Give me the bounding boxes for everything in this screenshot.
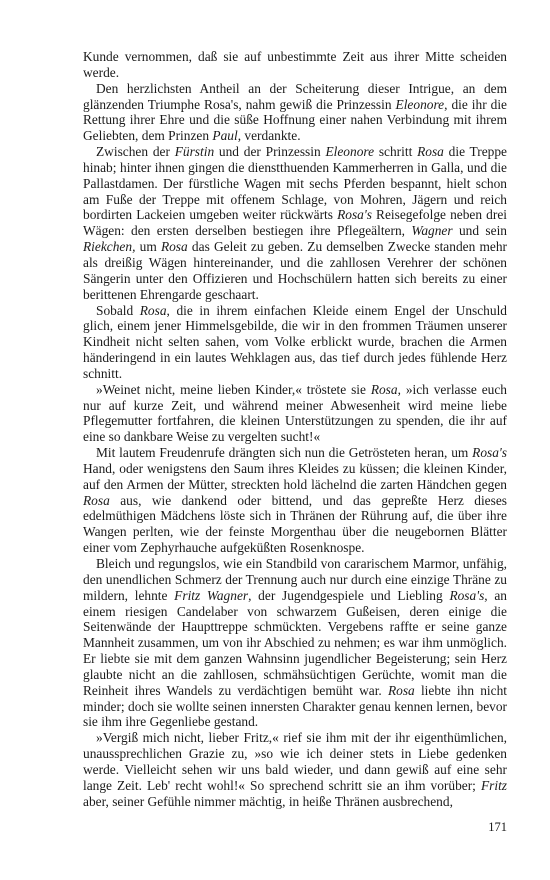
paragraph bbox=[83, 445, 507, 556]
text-run: aus, wie dankend oder bittend, und das gepreßte Herz dieses edelmüthigen Mädchens löste sich in Thränen der Rührung auf, die über ihre Wangen perlten, wie der feinste Morgenthau über die neugebornen Blätter einer vom Zephyrhauche aufgeküßten Rosenknospe. bbox=[83, 492, 507, 556]
body-text bbox=[83, 49, 507, 810]
paragraph bbox=[83, 382, 507, 445]
italic-name: Eleonore bbox=[395, 96, 445, 112]
italic-name: Paul bbox=[212, 128, 238, 144]
paragraph bbox=[83, 49, 507, 81]
text-run: Bleich und regungslos, wie ein Standbild von cararischem Marmor, unfähig, den unendlichen Schmerz der Trennung auch nur durch eine einzige Thräne zu mildern, lehnte bbox=[83, 556, 507, 603]
text-run: das Geleit zu geben. Zu demselben Zwecke standen mehr als dreißig Wägen hintereinander, und die zahllosen Verehrer der schönen Sängerin unter den Offizieren und Hochschülern hatten sich bereits zu einer berittenen Ehrengarde geschaart. bbox=[83, 239, 507, 302]
text-run: Zwischen der bbox=[96, 144, 175, 160]
paragraph bbox=[83, 81, 507, 144]
text-run: Hand, oder wenigstens den Saum ihres Kleides zu küssen; die kleinen Kinder, auf den Armen der Mütter, streckten hold lächelnd die zarten Händchen gegen bbox=[83, 460, 507, 492]
italic-name: Rosa bbox=[417, 144, 444, 160]
italic-name: Rosa's bbox=[472, 445, 507, 461]
paragraph bbox=[83, 303, 507, 382]
italic-name: Rosa bbox=[160, 239, 188, 255]
text-run: die Treppe hinab; hinter ihnen gingen die dienstthuenden Kammerherren in Galla, und die Pallastdamen. Der fürstliche Wagen mit sechs Pferden bespannt, hielt schon am Fuße der Treppe mit offenem Schlage, von Mohren, Jägern und reich bordirten Lackeien umgeben weiter rückwärts bbox=[83, 144, 507, 223]
paragraph bbox=[83, 144, 507, 302]
text-run: »Weinet nicht, meine lieben Kinder,« tröstete sie bbox=[96, 381, 371, 397]
text-run: , der Jugendgespiele und Liebling bbox=[248, 587, 450, 603]
italic-name: Rosa bbox=[83, 492, 110, 508]
italic-name: Rosa bbox=[139, 302, 167, 318]
italic-name: Rosa bbox=[370, 381, 398, 397]
text-run: aber, seiner Gefühle nimmer mächtig, in heiße Thränen ausbrechend, bbox=[83, 793, 453, 809]
italic-name: Eleonore bbox=[325, 144, 375, 160]
text-run: Reisegefolge neben drei Wägen: den ersten derselben bestiegen ihre Pflegeältern, bbox=[83, 207, 507, 239]
italic-name: Rosa bbox=[387, 682, 415, 698]
text-run: und sein bbox=[452, 223, 507, 239]
paragraph bbox=[83, 730, 507, 809]
text-run: »Vergiß mich nicht, lieber Fritz,« rief sie ihm mit der ihr eigenthümlichen, unaussprechlichen Grazie zu, »so wie ich deiner stets in Liebe gedenken werde. Vielleicht sehen wir uns bald wieder, und dann gewiß auf eine sehr lange Zeit. Leb' recht wohl!« So sprechend schritt sie an ihm vorüber; bbox=[83, 730, 507, 793]
text-run: Sobald bbox=[96, 302, 140, 318]
text-run: , an einem riesigen Candelaber von schwarzem Gußeisen, deren einige die Seitenwände der Haupttreppe schmückten. Vergebens raffte er seine ganze Mannheit zusammen, um von ihr Abschied zu nehmen; es war ihm unmöglich. Er liebte sie mit dem ganzen Wahnsinn jugendlicher Begeisterung; sein Herz glaubte nicht an die zahllosen, schmähsüchtigen Gerüchte, womit man die Reinheit ihres Wandels zu verdächtigen bemüht war. bbox=[83, 587, 508, 698]
text-run: Kunde vernommen, daß sie auf unbestimmte Zeit aus ihrer Mitte scheiden werde. bbox=[83, 49, 507, 80]
text-run: Mit lautem Freudenrufe drängten sich nun die Getrösteten heran, um bbox=[96, 445, 473, 461]
italic-name: Rosa's bbox=[337, 207, 372, 223]
italic-name: Wagner bbox=[411, 223, 453, 239]
paragraph bbox=[83, 556, 507, 730]
text-run: Den herzlichsten Antheil an der Scheiterung dieser Intrigue, an dem glänzenden Triumphe Rosa's, nahm gewiß die Prinzessin bbox=[83, 80, 507, 112]
italic-name: Fürstin bbox=[174, 144, 215, 160]
italic-name: Rosa's bbox=[449, 587, 485, 603]
italic-name: Fritz bbox=[480, 777, 507, 793]
italic-name: Fritz Wagner bbox=[174, 587, 249, 603]
text-run: , »ich verlasse euch nur auf kurze Zeit, und während meiner Abwesenheit wird meine liebe Pflegemutter fortfahren, die kleinen Unterstützungen zu spenden, die ihr auf eine so dankbare Weise zu vergelten sucht!« bbox=[83, 381, 507, 445]
text-run: schritt bbox=[374, 144, 418, 160]
text-run: , verdankte. bbox=[237, 128, 301, 144]
text-run: liebte ihn nicht minder; doch sie wollte seinen innersten Charakter genau kennen lernen, bevor sie ihm ihre Gegenliebe gestand. bbox=[83, 682, 507, 730]
text-run: und der Prinzessin bbox=[214, 144, 326, 160]
text-run: , die ihr die Rettung ihrer Ehre und die süße Hoffnung einer nahen Verbindung mit ihrem Geliebten, dem Prinzen bbox=[83, 96, 507, 144]
italic-name: Riekchen, bbox=[83, 239, 136, 255]
text-run: um bbox=[135, 239, 161, 255]
page-number: 171 bbox=[488, 820, 507, 834]
text-run: , die in ihrem einfachen Kleide einem Engel der Unschuld glich, einem jener Himmelsgebilde, die wir in den frommen Träumen unserer Kindheit nicht selten sahen, vom Volke erblickt wurde, brachen die Armen händeringend in ein lautes Wehklagen aus, das tief durch jedes fühlende Herz schnitt. bbox=[83, 302, 507, 381]
